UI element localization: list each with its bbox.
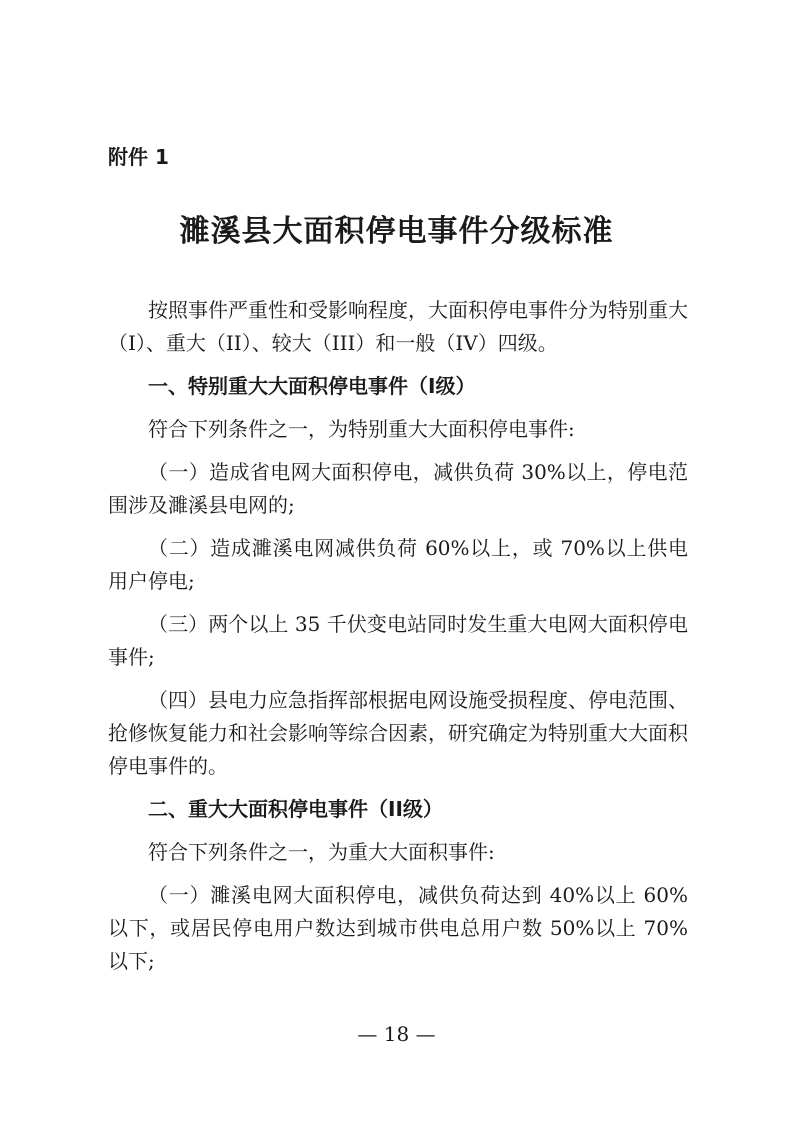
list-item: （四）县电力应急指挥部根据电网设施受损程度、停电范围、抢修恢复能力和社会影响等综合因素，研究确定为特别重大大面积停电事件的。 — [108, 688, 688, 778]
list-item: （一）濉溪电网大面积停电，减供负荷达到 40%以上 60%以下，或居民停电用户数达到城市供电总用户数 50%以上 70%以下; — [108, 883, 688, 973]
attachment-label: 附件 1 — [108, 145, 169, 169]
page-number: — 18 — — [357, 1022, 436, 1046]
paragraph: 符合下列条件之一，为重大大面积事件: — [148, 840, 495, 864]
list-item: （一）造成省电网大面积停电，减供负荷 30%以上，停电范围涉及濉溪县电网的; — [108, 460, 688, 517]
list-item: （三）两个以上 35 千伏变电站同时发生重大电网大面积停电事件; — [108, 612, 688, 669]
section-heading: 一、特别重大大面积停电事件（I级） — [148, 374, 476, 398]
paragraph: 按照事件严重性和受影响程度，大面积停电事件分为特别重大（I）、重大（II）、较大（III）和一般（IV）四级。 — [108, 298, 688, 355]
list-item: （二）造成濉溪电网减供负荷 60%以上，或 70%以上供电用户停电; — [108, 536, 688, 593]
document-body — [108, 294, 688, 978]
section-heading: 二、重大大面积停电事件（II级） — [148, 797, 443, 821]
paragraph: 符合下列条件之一，为特别重大大面积停电事件: — [148, 417, 575, 441]
document-title: 濉溪县大面积停电事件分级标准 — [179, 214, 614, 249]
